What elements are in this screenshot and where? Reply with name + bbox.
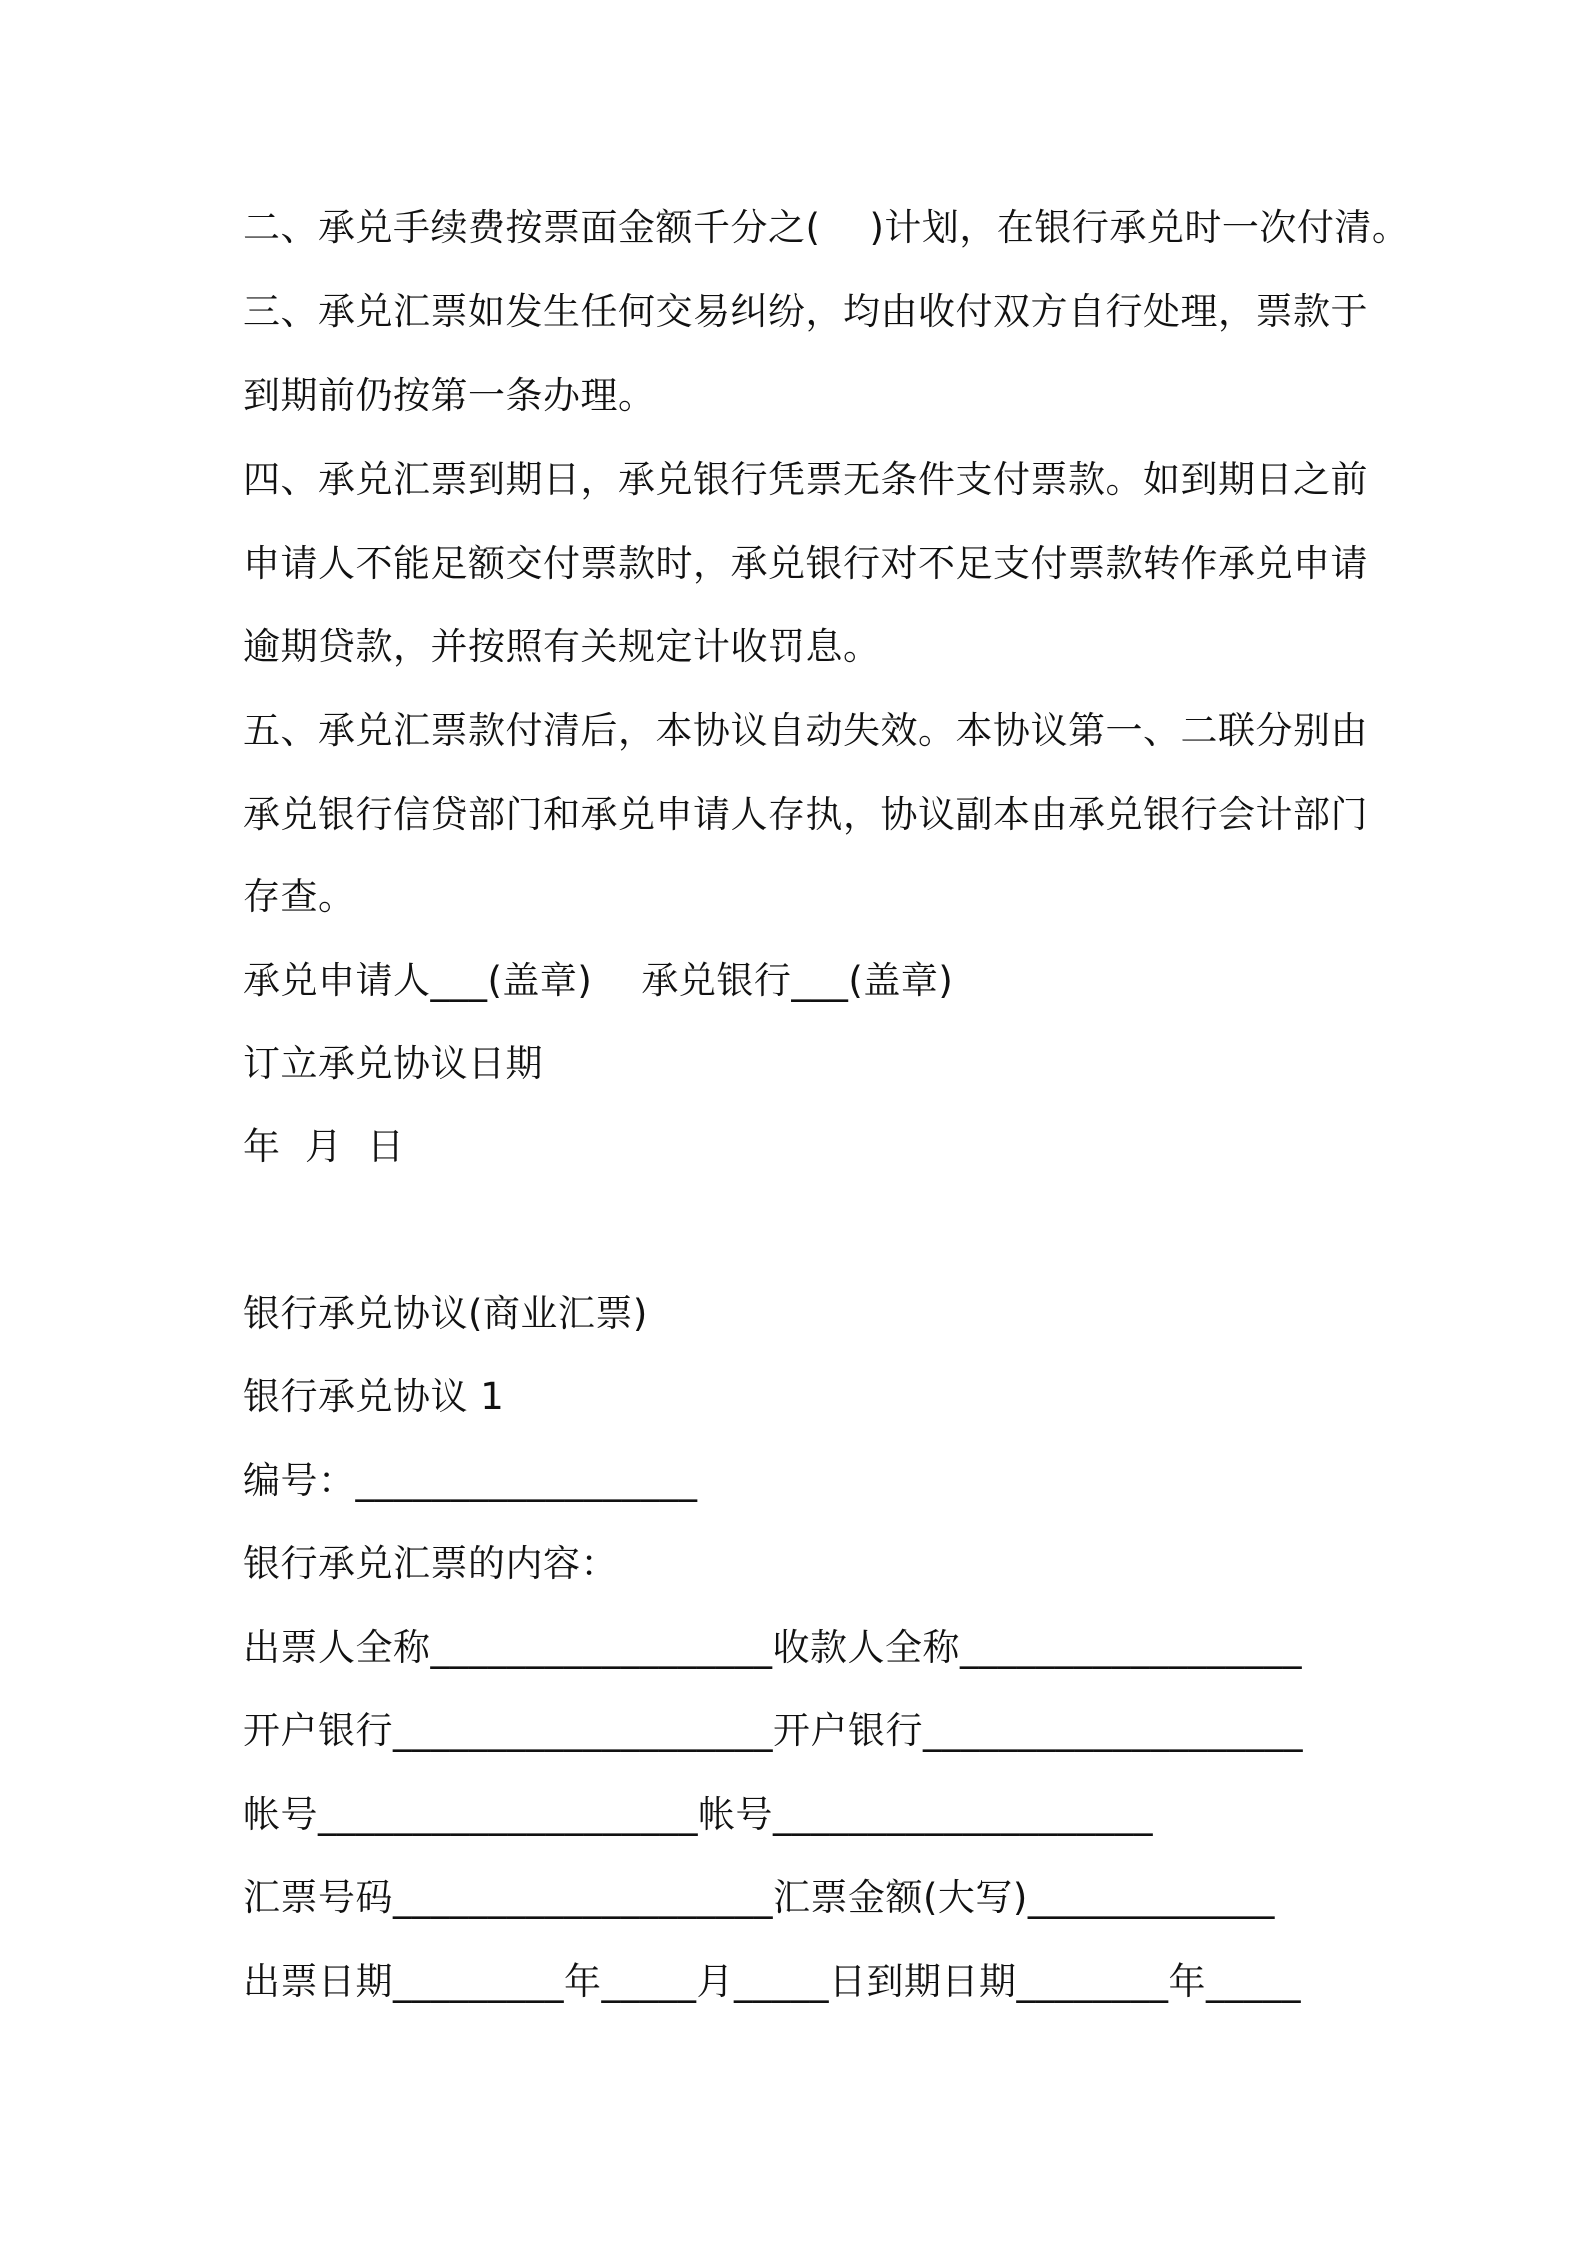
clause-5-line-1: 五、承兑汇票款付清后，本协议自动失效。本协议第一、二联分别由 (243, 709, 1368, 752)
issue-due-dates-row: 出票日期_________年_____月_____日到期日期________年_____ (243, 1960, 1301, 2003)
drawer-payee-names-row: 出票人全称__________________收款人全称__________________ (243, 1626, 1302, 1669)
clause-4-line-1: 四、承兑汇票到期日，承兑银行凭票无条件支付票款。如到期日之前 (243, 458, 1368, 501)
serial-number-field: 编号：__________________ (243, 1459, 698, 1502)
clause-3-line-1: 三、承兑汇票如发生任何交易纠纷，均由收付双方自行处理，票款于 (243, 290, 1368, 333)
clause-3-line-2: 到期前仍按第一条办理。 (243, 374, 656, 417)
clause-5-line-2: 承兑银行信贷部门和承兑申请人存执，协议副本由承兑银行会计部门 (243, 793, 1368, 836)
clause-4-line-2: 申请人不能足额交付票款时，承兑银行对不足支付票款转作承兑申请 (243, 542, 1368, 585)
agreement-date-label: 订立承兑协议日期 (243, 1042, 543, 1085)
clause-5-line-3: 存查。 (243, 875, 356, 918)
clause-4-line-3: 逾期贷款，并按照有关规定计收罚息。 (243, 625, 881, 668)
draft-number-amount-row: 汇票号码____________________汇票金额(大写)_____________ (243, 1876, 1275, 1919)
opening-banks-row: 开户银行____________________开户银行____________________ (243, 1709, 1303, 1752)
account-numbers-row: 帐号____________________帐号____________________ (243, 1793, 1153, 1836)
agreement-subtitle: 银行承兑协议 1 (243, 1375, 505, 1418)
signature-line: 承兑申请人___(盖章) 承兑银行___(盖章) (243, 959, 954, 1002)
section-title: 银行承兑协议(商业汇票) (243, 1292, 648, 1335)
date-placeholder: 年 月 日 (243, 1125, 405, 1168)
clause-2-line-1: 二、承兑手续费按票面金额千分之( )计划，在银行承兑时一次付清。 (243, 206, 1410, 249)
draft-content-heading: 银行承兑汇票的内容： (243, 1542, 618, 1585)
